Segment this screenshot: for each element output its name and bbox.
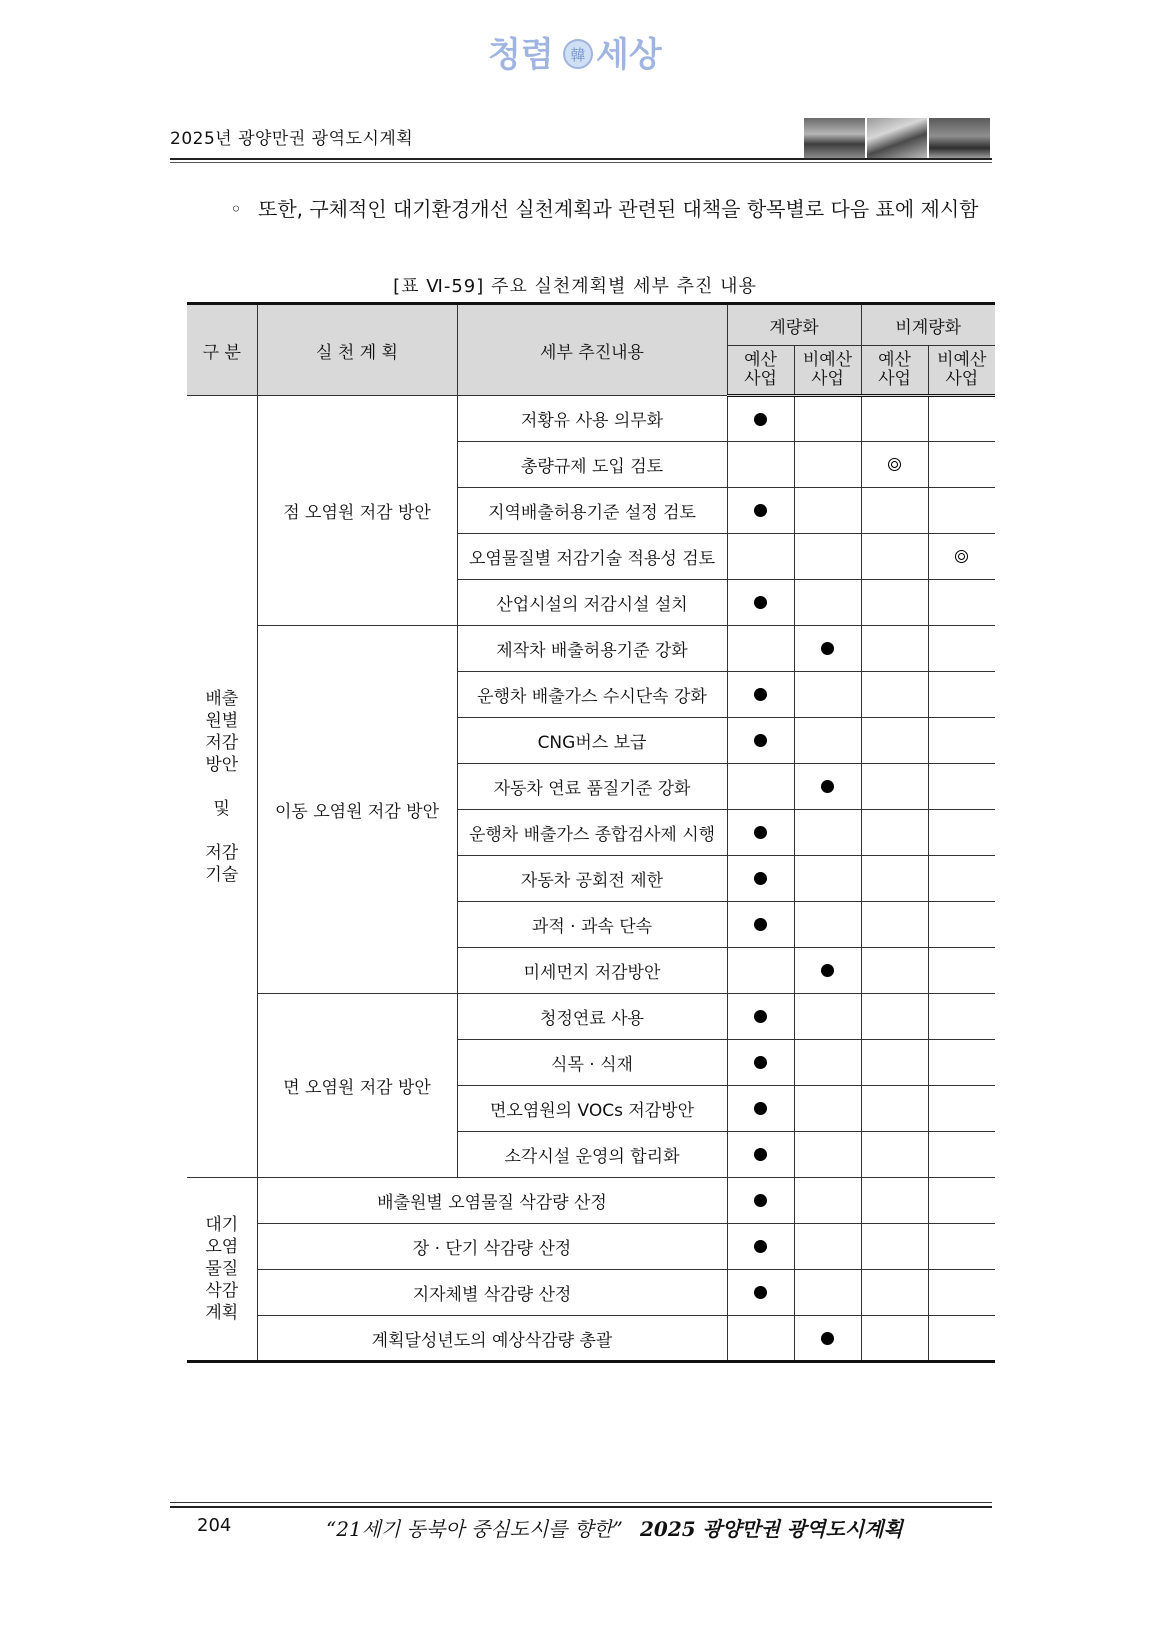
filled-dot-icon [821, 964, 834, 977]
footer-rule [170, 1506, 992, 1508]
detail-cell: 산업시설의 저감시설 설치 [457, 580, 727, 626]
mark-cell [794, 902, 861, 948]
bullet-icon: ◦ [230, 197, 242, 221]
category-line: 오염 [205, 1237, 239, 1257]
mark-cell [794, 1270, 861, 1316]
detail-cell: 지역배출허용기준 설정 검토 [457, 488, 727, 534]
header-non-quantified: 비계량화 [861, 304, 995, 346]
plan-cell: 이동 오염원 저감 방안 [257, 626, 457, 994]
mark-cell [928, 580, 995, 626]
mark-cell [928, 396, 995, 442]
mark-cell [727, 1270, 794, 1316]
mark-cell [727, 1178, 794, 1224]
header-non-budget: 비예산 사업 [928, 346, 995, 396]
page-number: 204 [197, 1515, 232, 1536]
mark-cell [794, 1178, 861, 1224]
double-circle-icon [955, 550, 968, 563]
table-row [187, 1270, 995, 1316]
mark-cell [727, 534, 794, 580]
mark-cell [727, 672, 794, 718]
mark-cell [727, 1224, 794, 1270]
mark-cell [727, 580, 794, 626]
mark-cell [794, 626, 861, 672]
category-line [187, 776, 257, 798]
filled-dot-icon [754, 504, 767, 517]
filled-dot-icon [821, 780, 834, 793]
mark-cell [794, 1086, 861, 1132]
mark-cell [928, 1316, 995, 1362]
mark-cell [727, 1316, 794, 1362]
mark-cell [861, 396, 928, 442]
table-row [187, 994, 995, 1040]
mark-cell [727, 810, 794, 856]
filled-dot-icon [754, 734, 767, 747]
filled-dot-icon [754, 918, 767, 931]
detail-cell: 청정연료 사용 [457, 994, 727, 1040]
detail-cell: 제작차 배출허용기준 강화 [457, 626, 727, 672]
mark-cell [861, 948, 928, 994]
filled-dot-icon [754, 1148, 767, 1161]
mark-cell [861, 488, 928, 534]
category-line: 저감 [205, 732, 239, 753]
table-caption: [표 Ⅵ-59] 주요 실천계획별 세부 추진 내용 [393, 276, 757, 297]
mark-cell [861, 534, 928, 580]
detail-cell: 미세먼지 저감방안 [457, 948, 727, 994]
mark-cell [794, 1040, 861, 1086]
detail-cell: 저황유 사용 의무화 [457, 396, 727, 442]
mark-cell [861, 442, 928, 488]
mark-cell [727, 1040, 794, 1086]
plan-cell: 면 오염원 저감 방안 [257, 994, 457, 1178]
mark-cell [861, 626, 928, 672]
category-line: 물질 [205, 1259, 239, 1279]
header-rule [170, 158, 992, 160]
mark-cell [727, 948, 794, 994]
header-photo [867, 118, 928, 158]
table-row [187, 1178, 995, 1224]
mark-cell [928, 994, 995, 1040]
mark-cell [928, 672, 995, 718]
mark-cell [928, 856, 995, 902]
category-line: 원별 [205, 710, 239, 731]
mark-cell [727, 488, 794, 534]
table-row [187, 1316, 995, 1362]
mark-cell [928, 902, 995, 948]
category-reduction-plan [187, 1178, 257, 1362]
detail-cell: 소각시설 운영의 합리화 [457, 1132, 727, 1178]
running-header-title: 2025년 광양만권 광역도시계획 [170, 129, 414, 149]
mark-cell [727, 396, 794, 442]
mark-cell [727, 902, 794, 948]
mark-cell [861, 1224, 928, 1270]
category-emission-reduction [187, 396, 257, 1178]
mark-cell [794, 488, 861, 534]
logo-text-center: 韓 [570, 46, 586, 64]
category-line: 방안 [205, 754, 239, 775]
table-row [187, 626, 995, 672]
footer-slogan: “21세기 동북아 중심도시를 향한” [326, 1517, 623, 1541]
detail-cell: 계획달성년도의 예상삭감량 총괄 [257, 1316, 727, 1362]
table-row [187, 396, 995, 442]
detail-cell: 자동차 공회전 제한 [457, 856, 727, 902]
mark-cell [861, 672, 928, 718]
mark-cell [928, 1178, 995, 1224]
detail-cell: 총량규제 도입 검토 [457, 442, 727, 488]
filled-dot-icon [821, 1332, 834, 1345]
mark-cell [727, 1086, 794, 1132]
mark-cell [794, 580, 861, 626]
mark-cell [794, 396, 861, 442]
category-line: 기술 [205, 864, 239, 885]
filled-dot-icon [754, 1194, 767, 1207]
mark-cell [928, 718, 995, 764]
category-line: 삭감 [205, 1281, 239, 1301]
filled-dot-icon [754, 1286, 767, 1299]
header-budget: 예산 사업 [727, 346, 794, 396]
filled-dot-icon [754, 872, 767, 885]
mark-cell [794, 718, 861, 764]
detail-cell: 운행차 배출가스 수시단속 강화 [457, 672, 727, 718]
intro-paragraph [230, 188, 1000, 231]
mark-cell [727, 718, 794, 764]
mark-cell [794, 534, 861, 580]
filled-dot-icon [754, 596, 767, 609]
mark-cell [794, 1132, 861, 1178]
mark-cell [928, 1270, 995, 1316]
mark-cell [727, 442, 794, 488]
header-rule [170, 162, 992, 163]
header-non-budget: 비예산 사업 [794, 346, 861, 396]
mark-cell [794, 1224, 861, 1270]
logo-text-left: 청렴 [488, 35, 554, 75]
header-photo [929, 118, 990, 158]
mark-cell [861, 902, 928, 948]
mark-cell [727, 1132, 794, 1178]
mark-cell [861, 1178, 928, 1224]
double-circle-icon [888, 458, 901, 471]
mark-cell [928, 764, 995, 810]
mark-cell [727, 626, 794, 672]
category-line: 계획 [205, 1303, 239, 1323]
mark-cell [861, 1316, 928, 1362]
category-line: 및 [213, 798, 230, 819]
mark-cell [928, 948, 995, 994]
mark-cell [861, 718, 928, 764]
table-row [187, 1224, 995, 1270]
category-line: 저감 [205, 842, 239, 863]
mark-cell [727, 856, 794, 902]
mark-cell [861, 1040, 928, 1086]
footer-plan-title: 2025 광양만권 광역도시계획 [640, 1517, 903, 1541]
mark-cell [794, 994, 861, 1040]
mark-cell [794, 810, 861, 856]
mark-cell [928, 626, 995, 672]
header-detail: 세부 추진내용 [457, 304, 727, 396]
header-plan: 실 천 계 획 [257, 304, 457, 396]
mark-cell [928, 488, 995, 534]
action-plan-table [187, 302, 995, 1363]
header-budget: 예산 사업 [861, 346, 928, 396]
filled-dot-icon [754, 688, 767, 701]
detail-cell: CNG버스 보급 [457, 718, 727, 764]
mark-cell [861, 1270, 928, 1316]
detail-cell: 장 · 단기 삭감량 산정 [257, 1224, 727, 1270]
filled-dot-icon [754, 1010, 767, 1023]
header-category: 구 분 [187, 304, 257, 396]
category-line: 대기 [205, 1215, 239, 1235]
mark-cell [794, 672, 861, 718]
detail-cell: 배출원별 오염물질 삭감량 산정 [257, 1178, 727, 1224]
detail-cell: 식목 · 식재 [457, 1040, 727, 1086]
mark-cell [928, 1132, 995, 1178]
mark-cell [727, 994, 794, 1040]
mark-cell [794, 764, 861, 810]
header-photo [804, 118, 865, 158]
mark-cell [928, 1086, 995, 1132]
detail-cell: 운행차 배출가스 종합검사제 시행 [457, 810, 727, 856]
mark-cell [794, 856, 861, 902]
detail-cell: 오염물질별 저감기술 적용성 검토 [457, 534, 727, 580]
footer-rule [170, 1502, 992, 1503]
filled-dot-icon [754, 1102, 767, 1115]
category-line: 배출 [205, 688, 239, 709]
mark-cell [928, 1040, 995, 1086]
mark-cell [727, 764, 794, 810]
category-line [187, 820, 257, 842]
filled-dot-icon [754, 413, 767, 426]
logo-text-right: 세상 [596, 35, 662, 75]
mark-cell [794, 442, 861, 488]
detail-cell: 지자체별 삭감량 산정 [257, 1270, 727, 1316]
header-photo-strip [804, 118, 990, 158]
mark-cell [928, 1224, 995, 1270]
mark-cell [928, 442, 995, 488]
filled-dot-icon [754, 1056, 767, 1069]
plan-cell: 점 오염원 저감 방안 [257, 396, 457, 626]
detail-cell: 자동차 연료 품질기준 강화 [457, 764, 727, 810]
header-quantified: 계량화 [727, 304, 861, 346]
clean-world-logo [488, 24, 668, 80]
filled-dot-icon [821, 642, 834, 655]
mark-cell [861, 810, 928, 856]
mark-cell [794, 1316, 861, 1362]
mark-cell [928, 810, 995, 856]
filled-dot-icon [754, 826, 767, 839]
mark-cell [861, 856, 928, 902]
mark-cell [861, 1086, 928, 1132]
intro-text: 또한, 구체적인 대기환경개선 실천계획과 관련된 대책을 항목별로 다음 표에 제시함 [258, 197, 979, 221]
filled-dot-icon [754, 1240, 767, 1253]
mark-cell [928, 534, 995, 580]
mark-cell [861, 764, 928, 810]
mark-cell [861, 1132, 928, 1178]
mark-cell [861, 994, 928, 1040]
detail-cell: 면오염원의 VOCs 저감방안 [457, 1086, 727, 1132]
mark-cell [794, 948, 861, 994]
mark-cell [861, 580, 928, 626]
detail-cell: 과적 · 과속 단속 [457, 902, 727, 948]
